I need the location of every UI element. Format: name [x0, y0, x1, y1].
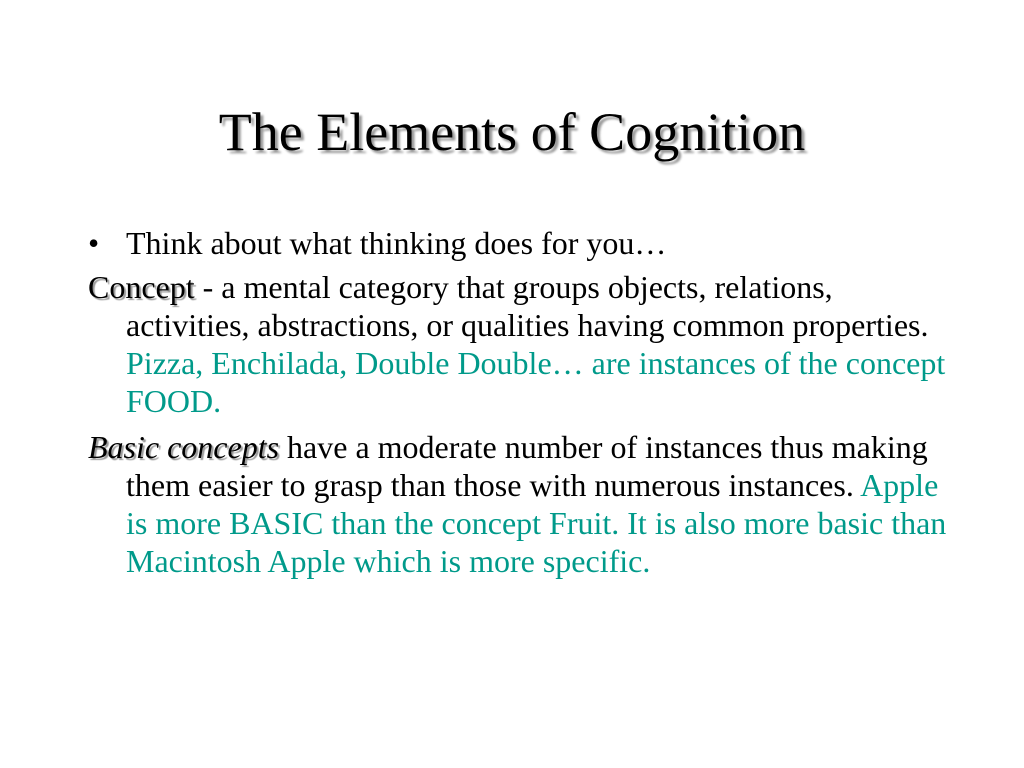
bullet-text: Think about what thinking does for you… [126, 225, 667, 261]
basic-concepts-definition: have a moderate number of instances thus making them easier to grasp than those with numerous instances. [126, 429, 928, 503]
concept-example: Pizza, Enchilada, Double Double… are instances of the concept FOOD. [126, 345, 946, 419]
bullet-item [88, 224, 948, 262]
slide-title: The Elements of Cognition [218, 102, 806, 162]
concept-definition: - a mental category that groups objects, relations, activities, abstractions, or qualities having common properties. [126, 269, 929, 343]
concept-term: Concept [88, 269, 195, 305]
basic-concepts-paragraph [88, 428, 948, 580]
basic-concepts-example: Apple is more BASIC than the concept Fruit. It is also more basic than Macintosh Apple which is more specific. [126, 467, 947, 579]
bullet-marker: • [88, 225, 100, 261]
concept-paragraph [88, 268, 948, 420]
basic-concepts-term: Basic concepts [88, 429, 280, 465]
slide-body [88, 224, 948, 580]
